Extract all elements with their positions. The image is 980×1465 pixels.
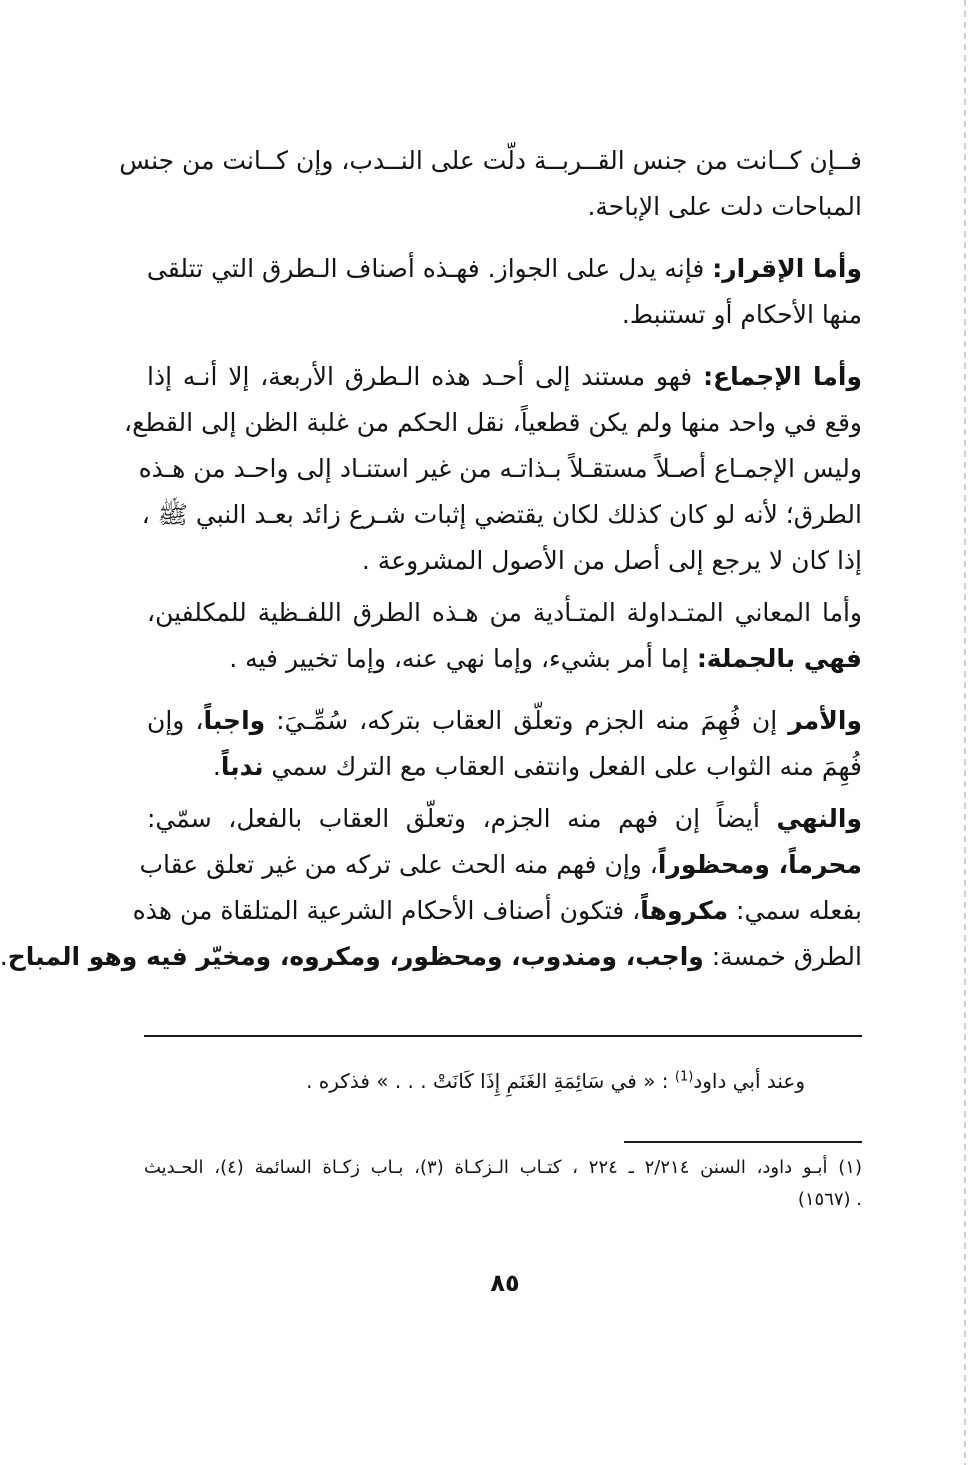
footnote: [144, 1152, 862, 1216]
text-line: فهي بالجملة: إما أمر بشيء، وإما نهي عنه، وإما تخيير فيه .: [229, 644, 862, 673]
continuation-line: وعند أبي داود$^{(1)}$ : « في سَائِمَةِ الغَنَمِ إِذَا كَانَتْ . . . » فذكره .: [306, 1069, 805, 1093]
text-line: وأما الإجماع: فهو مستند إلى أحـد هذه الـطرق الأربعة، إلا أنـه إذا: [147, 362, 863, 391]
page-number: ٨٥: [490, 1269, 520, 1297]
scan-edge: [964, 0, 966, 1465]
term-amr: والأمر: [788, 706, 862, 735]
text-line: وقع في واحد منها ولم يكن قطعياً، نقل الحكم من غلبة الظن إلى القطع،: [124, 408, 862, 437]
text-line: والنهي أيضاً إن فهم منه الجزم، وتعلّق العقاب بالفعل، سمّي:: [147, 804, 862, 833]
main-text: [0, 138, 863, 980]
text-line: وأما المعاني المتـداولة المتـأدية من هـذه الطرق اللفـظية للمكلفين،: [147, 598, 862, 627]
paragraph-ijma: [124, 354, 863, 584]
term-wajib: واجباً: [203, 706, 266, 735]
footnote-ref[interactable]: (1): [674, 1069, 694, 1085]
paragraph-amr: [147, 698, 862, 790]
term-bil-jumla: فهي بالجملة:: [696, 644, 862, 673]
text-line: وليس الإجمـاع أصـلاً مستقـلاً بـذاتـه من غير استنـاد إلى واحـد من هـذه: [138, 454, 862, 483]
paragraph-maani: [147, 590, 862, 682]
footnote-line: (١) أبـو داود، السنن ٢/٢١٤ ـ ٢٢٤ ، كتـاب الـزكـاة (٣)، بـاب زكـاة السائمة (٤)، الحـديث: [144, 1157, 862, 1178]
text-line: الطرق؛ لأنه لو كان كذلك لكان يقتضي إثبات شـرع زائد بعـد النبي ﷺ ،: [141, 500, 862, 529]
five-rulings: واجب، ومندوب، ومحظور، ومكروه، ومخيّر فيه وهو المباح: [7, 942, 704, 971]
text-line: منها الأحكام أو تستنبط.: [621, 300, 862, 329]
text-line: فــإن كــانت من جنس القــربــة دلّت على النــدب، وإن كــانت من جنس: [119, 146, 862, 175]
text-line: بفعله سمي: مكروهاً، فتكون أصناف الأحكام الشرعية المتلقاة من هذه: [132, 896, 862, 925]
text-line: فُهِمَ منه الثواب على الفعل وانتفى العقاب مع الترك سمي ندباً.: [212, 752, 862, 781]
paragraph-iqrar: [147, 246, 862, 338]
text-line: الطرق خمسة: واجب، ومندوب، ومحظور، ومكروه، ومخيّر فيه وهو المباح.: [0, 942, 862, 971]
text-line: والأمر إن فُهِمَ منه الجزم وتعلّق العقاب بتركه، سُمِّـيَ: واجباً، وإن: [147, 706, 862, 735]
footnote-separator: [624, 1141, 862, 1143]
term-ijma: وأما الإجماع:: [703, 362, 863, 391]
term-nahy: والنهي: [776, 804, 862, 833]
term-makruh: مكروهاً: [640, 896, 729, 925]
term-iqrar: وأما الإقرار:: [712, 254, 862, 283]
term-muharram: محرماً، ومحظوراً: [657, 850, 862, 879]
paragraph-nahy: [0, 796, 862, 980]
text-line: إذا كان لا يرجع إلى أصل من الأصول المشروعة .: [361, 546, 862, 575]
footnote-line: . (١٥٦٧): [797, 1189, 862, 1210]
paragraph-1: [119, 138, 862, 230]
text-line: وأما الإقرار: فإنه يدل على الجواز. فهـذه أصناف الـطرق التي تتلقى: [146, 254, 862, 283]
text-line: محرماً، ومحظوراً، وإن فهم منه الحث على تركه من غير تعلق عقاب: [139, 850, 862, 879]
footnote-divider: [144, 1035, 862, 1037]
text-line: المباحات دلت على الإباحة.: [587, 192, 862, 221]
term-nadb: ندباً: [220, 752, 264, 781]
